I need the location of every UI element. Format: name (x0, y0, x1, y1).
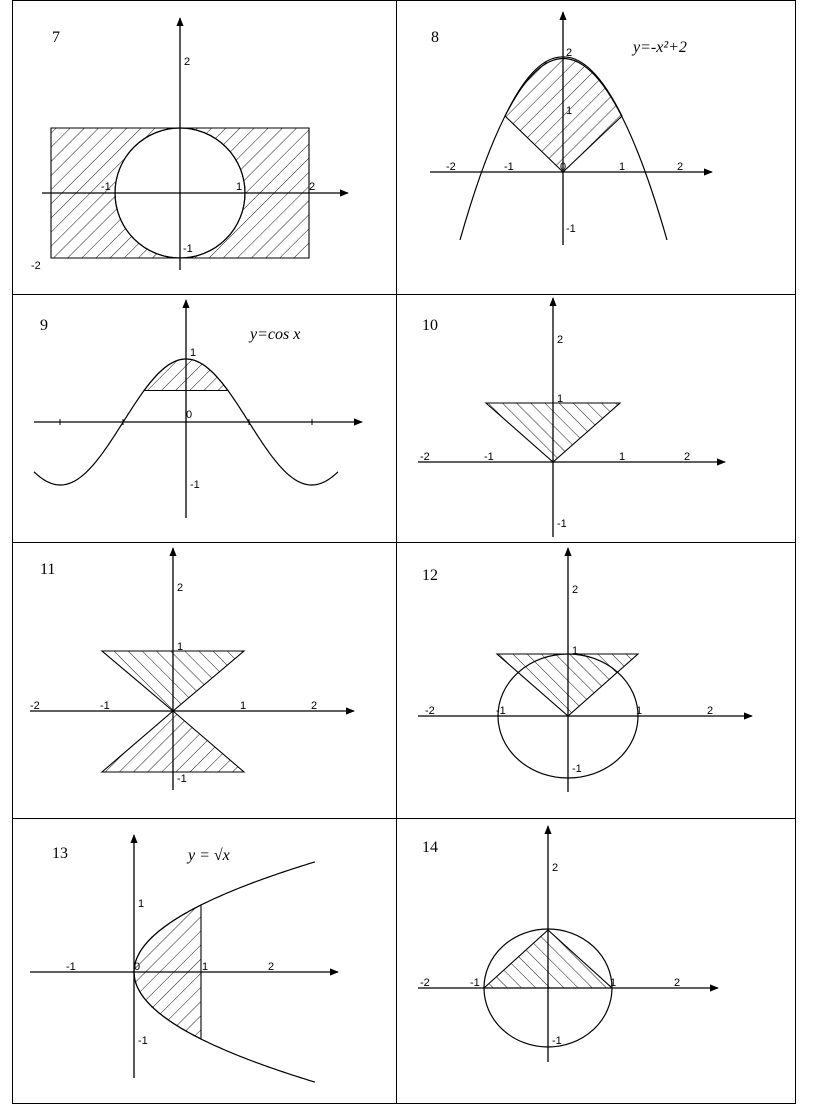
panel-number: 9 (40, 317, 48, 334)
tick-label: 2 (309, 181, 316, 193)
tick-label: -2 (425, 705, 435, 717)
tick-label: 1 (177, 641, 184, 653)
tick-label: -1 (557, 518, 567, 530)
panel-number: 7 (52, 29, 60, 46)
panel-7 (31, 18, 348, 272)
panel-12 (418, 548, 752, 792)
tick-label: 1 (138, 898, 145, 910)
tick-label: 1 (202, 961, 209, 973)
panel-number: 11 (40, 561, 56, 578)
tick-label: -2 (30, 700, 40, 712)
tick-label: 2 (684, 451, 691, 463)
panel-14 (418, 826, 718, 1062)
tick-label: -1 (66, 961, 76, 973)
panel-10 (418, 298, 725, 537)
tick-label: 2 (311, 700, 318, 712)
tick-label: -1 (177, 773, 187, 785)
tick-label: -1 (484, 451, 494, 463)
tick-label: 0 (560, 161, 567, 173)
tick-label: 1 (619, 161, 626, 173)
tick-label: 1 (557, 393, 564, 405)
formula-label: y=cos x (250, 326, 301, 343)
tick-label: -1 (101, 181, 111, 193)
panel-number: 10 (422, 317, 438, 334)
tick-label: 1 (572, 645, 579, 657)
tick-label: 1 (190, 347, 197, 359)
tick-label: -2 (420, 977, 430, 989)
formula-label: y = √x (188, 847, 230, 864)
tick-label: 1 (636, 705, 643, 717)
tick-label: -1 (552, 1035, 562, 1047)
tick-label: 2 (184, 56, 191, 68)
tick-label: -1 (100, 700, 110, 712)
tick-label: -1 (138, 1035, 148, 1047)
panel-number: 12 (422, 567, 438, 584)
tick-label: -1 (496, 705, 506, 717)
tick-label: -1 (470, 977, 480, 989)
tick-label: 1 (619, 451, 626, 463)
tick-label: 0 (134, 961, 141, 973)
tick-label: 2 (677, 161, 684, 173)
tick-label: 2 (674, 977, 681, 989)
panel-number: 14 (422, 839, 438, 856)
tick-label: -2 (31, 260, 41, 272)
tick-label: -2 (446, 161, 456, 173)
tick-label: -1 (572, 763, 582, 775)
tick-label: 2 (557, 334, 564, 346)
panel-11 (30, 548, 354, 790)
tick-label: 2 (707, 705, 714, 717)
tick-label: 1 (236, 181, 243, 193)
tick-label: -1 (566, 223, 576, 235)
tick-label: -2 (420, 451, 430, 463)
tick-label: -1 (183, 243, 193, 255)
tick-label: 0 (186, 409, 193, 421)
panel-9 (34, 300, 362, 518)
tick-label: 2 (268, 961, 275, 973)
tick-label: -1 (190, 479, 200, 491)
panel-number: 13 (52, 845, 68, 862)
tick-label: 2 (177, 582, 184, 594)
panel-number: 8 (431, 29, 439, 46)
tick-label: 2 (572, 584, 579, 596)
tick-label: 2 (552, 862, 559, 874)
tick-label: 1 (566, 105, 573, 117)
panel-13 (30, 835, 338, 1082)
formula-label: y=-x²+2 (633, 39, 687, 56)
tick-label: 1 (240, 700, 247, 712)
tick-label: 1 (610, 977, 617, 989)
tick-label: -1 (504, 161, 514, 173)
panel-8 (430, 12, 712, 245)
tick-label: 2 (566, 47, 573, 59)
